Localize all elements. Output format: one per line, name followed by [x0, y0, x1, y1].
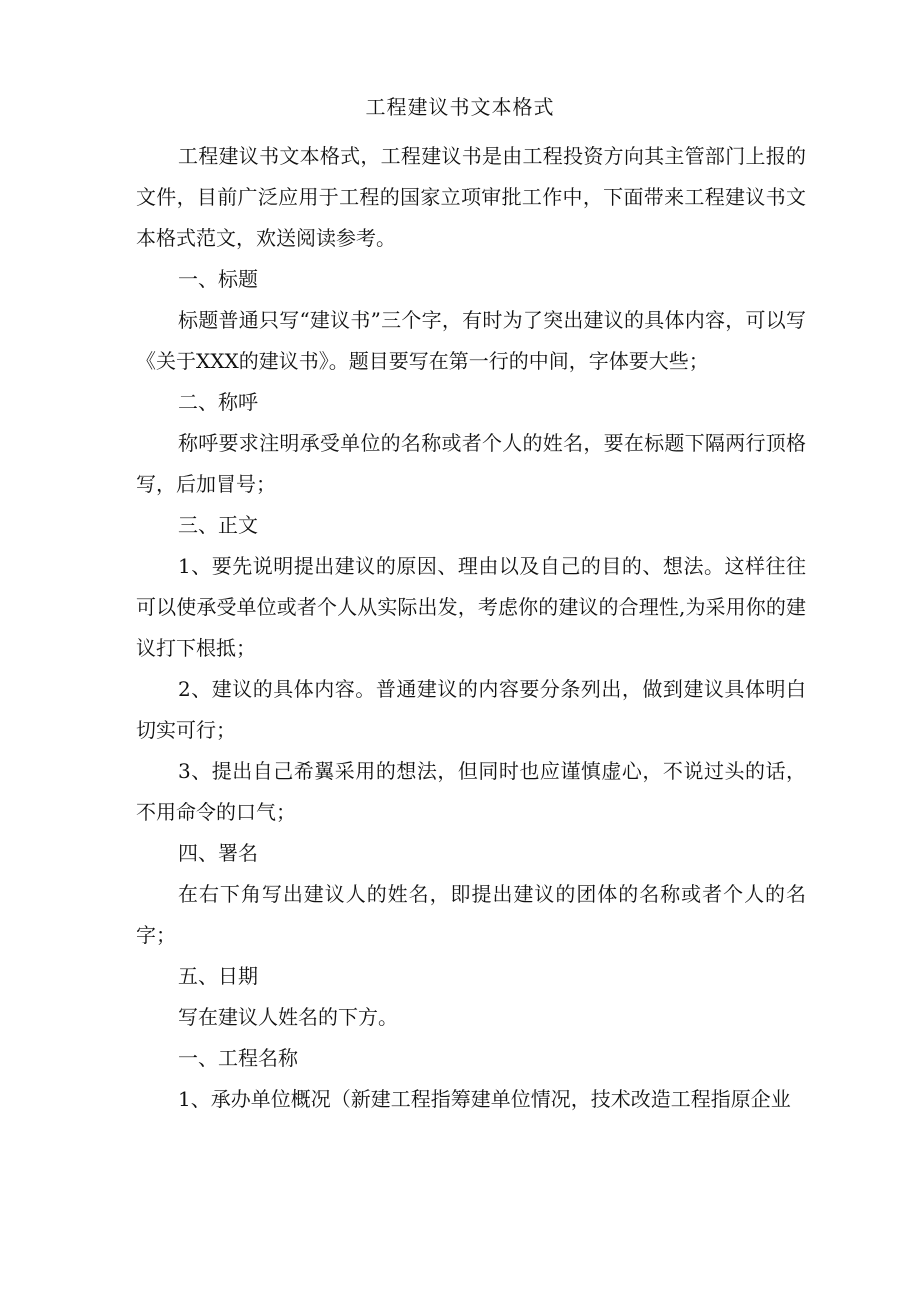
paragraph-intro: 工程建议书文本格式，工程建议书是由工程投资方向其主管部门上报的文件，目前广泛应用于工程的国家立项审批工作中，下面带来工程建议书文本格式范文，欢送阅读参考。	[136, 144, 806, 250]
paragraph-body-item-3: 3、提出自己希翼采用的想法，但同时也应谨慎虚心，不说过头的话，不用命令的口气；	[136, 759, 806, 824]
paragraph-body-item-1: 1、要先说明提出建议的原因、理由以及自己的目的、想法。这样往往可以使承受单位或者个人从实际出发，考虑你的建议的合理性,为采用你的建议打下根抵；	[136, 554, 806, 660]
document-body	[136, 136, 806, 1120]
paragraph-project-item-1: 1、承办单位概况（新建工程指筹建单位情况，技术改造工程指原企业	[178, 1087, 791, 1111]
paragraph-title-rule: 标题普通只写“建议书”三个字，有时为了突出建议的具体内容，可以写《关于XXX的建议书》。题目要写在第一行的中间，字体要大些；	[136, 308, 806, 373]
paragraph-body-item-2: 2、建议的具体内容。普通建议的内容要分条列出，做到建议具体明白切实可行；	[136, 677, 806, 742]
section-heading-project-name: 一、工程名称	[178, 1046, 298, 1070]
paragraph-signature-rule: 在右下角写出建议人的姓名，即提出建议的团体的名称或者个人的名字；	[136, 882, 806, 947]
paragraph-date-rule: 写在建议人姓名的下方。	[178, 1005, 398, 1029]
section-heading-signature: 四、署名	[178, 841, 258, 865]
document-title: 工程建议书文本格式	[365, 95, 555, 119]
section-heading-salutation: 二、称呼	[178, 390, 258, 414]
section-heading-title: 一、标题	[178, 267, 258, 291]
paragraph-salutation-rule: 称呼要求注明承受单位的名称或者个人的姓名，要在标题下隔两行顶格写，后加冒号；	[136, 431, 806, 496]
section-heading-body: 三、正文	[178, 513, 258, 537]
section-heading-date: 五、日期	[178, 964, 258, 988]
